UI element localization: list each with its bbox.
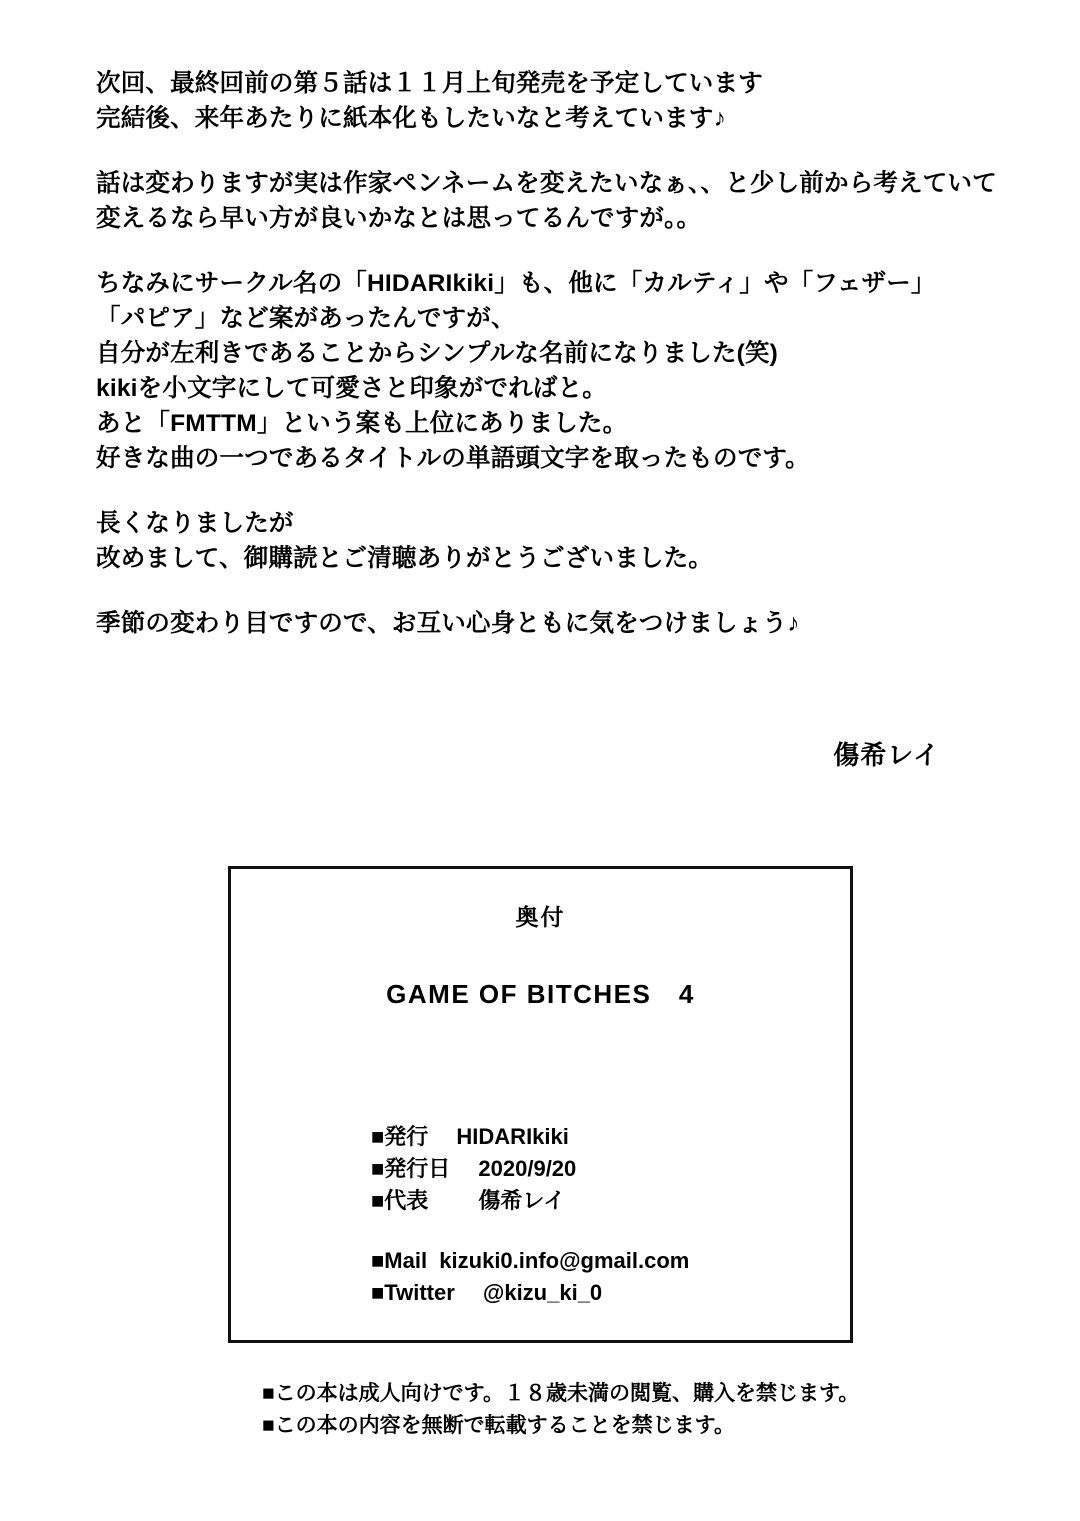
colophon-work-title: GAME OF BITCHES 4 [386, 979, 695, 1009]
colophon-twitter: ■Twitter @kizu_ki_0 [371, 1280, 603, 1305]
author-signature: 傷希レイ [833, 740, 940, 770]
colophon-contact-group [371, 1245, 850, 1309]
colophon-representative: ■代表 傷希レイ [371, 1188, 566, 1213]
afterword-line: あと「FMTTM」という案も上位にありました。 [96, 410, 628, 437]
afterword-paragraph [96, 506, 1036, 576]
colophon-publisher: ■発行 HIDARIkiki [371, 1124, 569, 1149]
afterword-line: 完結後、来年あたりに紙本化もしたいなと考えています♪ [96, 105, 726, 132]
colophon-mail: ■Mail kizuki0.info@gmail.com [371, 1248, 690, 1273]
notice-no-reproduction: ■この本の内容を無断で転載することを禁じます。 [262, 1414, 736, 1437]
colophon-box [228, 866, 853, 1343]
afterword-paragraph [96, 266, 1036, 476]
notice-age-restriction: ■この本は成人向けです。１８歳未満の閲覧、購入を禁じます。 [262, 1382, 860, 1405]
afterword-line: 「パピア」など案があったんですが、 [96, 305, 516, 332]
afterword-text-block [96, 66, 1036, 641]
afterword-line: 話は変わりますが実は作家ペンネームを変えたいなぁ、、と少し前から考えていて [96, 170, 997, 197]
colophon-publish-date: ■発行日 2020/9/20 [371, 1156, 577, 1181]
afterword-line: 自分が左利きであることからシンプルな名前になりました(笑) [96, 340, 779, 367]
afterword-line: 季節の変わり目ですので、お互い心身ともに気をつけましょう♪ [96, 610, 800, 637]
afterword-line: 長くなりましたが [96, 510, 294, 537]
afterword-paragraph [96, 606, 1036, 641]
notices-block [262, 1378, 962, 1442]
afterword-line: kikiを小文字にして可愛さと印象がでればと。 [96, 375, 607, 402]
afterword-line: ちなみにサークル名の「HIDARIkiki」も、他に「カルティ」や「フェザー」 [96, 270, 936, 297]
afterword-paragraph [96, 66, 1036, 136]
colophon-title: 奥付 [515, 904, 566, 930]
colophon-fields [231, 1121, 850, 1309]
afterword-line: 好きな曲の一つであるタイトルの単語頭文字を取ったものです。 [96, 445, 810, 472]
afterword-line: 次回、最終回前の第５話は１１月上旬発売を予定しています [96, 70, 763, 97]
afterword-line: 改めまして、御購読とご清聴ありがとうございました。 [96, 545, 714, 572]
afterword-paragraph [96, 166, 1036, 236]
afterword-line: 変えるなら早い方が良いかなとは思ってるんですが。。 [96, 205, 702, 232]
